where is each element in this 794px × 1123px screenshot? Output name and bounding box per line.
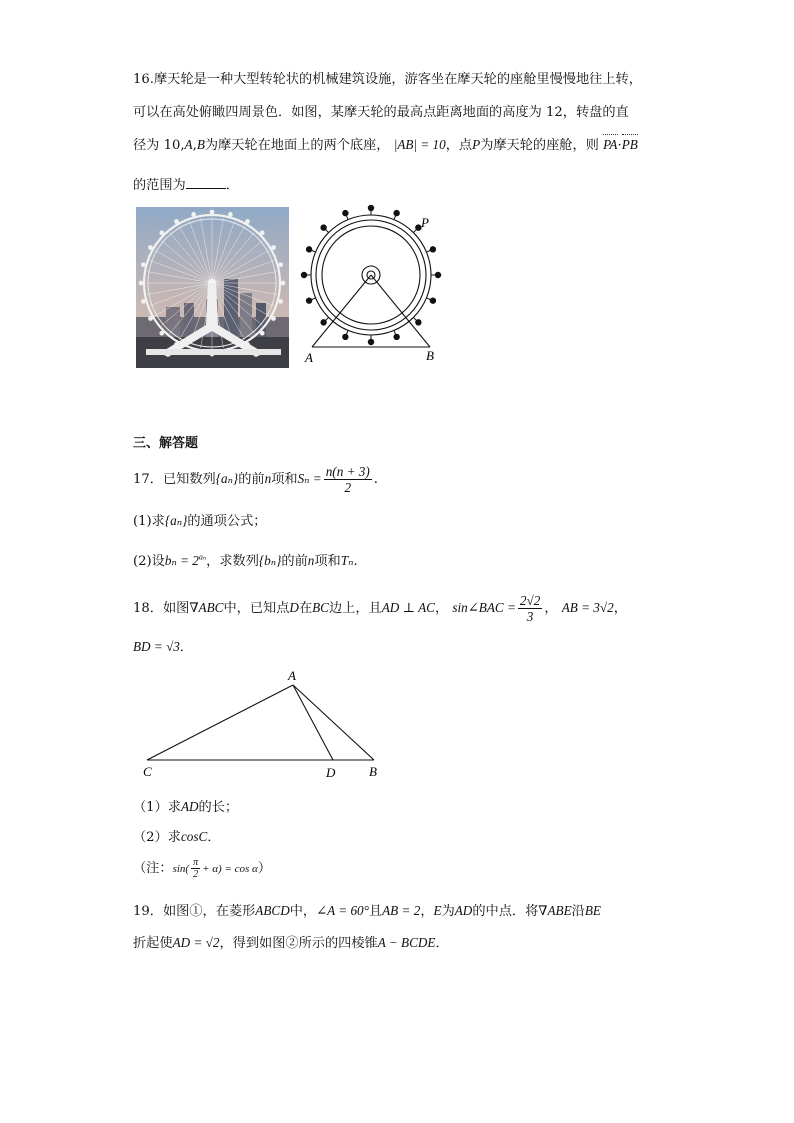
photo-cabin <box>174 219 179 224</box>
q17-sequence-b: {bₙ} <box>258 553 282 568</box>
q19-text: ， <box>420 904 434 919</box>
q17-text: (2)设 <box>133 554 165 569</box>
q16-ferris-wheel-diagram <box>296 205 446 365</box>
q18-var-d: D <box>289 600 299 615</box>
q17-text: 的前 <box>238 472 265 487</box>
q17-var-n: n <box>307 553 315 568</box>
q17-sum-t: Tₙ <box>340 553 354 568</box>
photo-cabin <box>260 230 265 235</box>
cabin <box>306 246 312 252</box>
q16-var-p: P <box>472 137 481 152</box>
q16-text: 的范围为 <box>133 178 186 193</box>
q18-text: 18．如图 <box>133 601 190 616</box>
q19-var-e: E <box>433 903 442 918</box>
photo-cabin <box>260 331 265 336</box>
cabin <box>368 205 374 211</box>
q17-text: . <box>373 472 378 487</box>
q18-text: （2）求 <box>133 830 181 845</box>
q19-pyramid: A − BCDE <box>377 935 436 950</box>
q19-line-1 <box>133 900 601 919</box>
q18-text: 的长； <box>198 800 239 815</box>
photo-cabin <box>159 230 164 235</box>
q19-triangle-abe: ∇ABE <box>538 903 572 918</box>
q18-part-2 <box>133 826 221 845</box>
q19-ad-length: AD = √2 <box>172 935 220 950</box>
q18-ab-length: AB = 3√2 <box>561 600 614 615</box>
q16-var-a: A <box>184 137 193 152</box>
q19-line-2 <box>133 932 449 951</box>
label-d: D <box>326 765 336 780</box>
q16-text: 为摩天轮的座舱，则 <box>480 138 599 153</box>
q16-text: 为摩天轮在地面上的两个底座， <box>204 138 390 153</box>
q16-answer-blank[interactable] <box>186 176 226 189</box>
cabin <box>320 224 326 230</box>
cabin <box>393 334 399 340</box>
q16-text: ，点 <box>445 138 473 153</box>
q17-sequence-a: {aₙ} <box>164 513 188 528</box>
q18-text: ． <box>179 640 194 655</box>
photo-cabin <box>210 210 215 215</box>
photo-cabin <box>278 299 283 304</box>
q18-note <box>133 857 271 880</box>
photo-cabin <box>281 281 286 286</box>
q18-sin-fraction <box>518 593 542 624</box>
q17-b-formula: bₙ = 2 <box>164 553 199 568</box>
q18-note-denominator: 2 <box>193 869 199 880</box>
cabin <box>430 246 436 252</box>
ferris-wheel-photo-drawing <box>136 207 289 368</box>
q19-text: 中， <box>289 904 317 919</box>
q17-text: 的通项公式； <box>187 514 267 529</box>
support-left-leg <box>312 275 371 347</box>
q18-text: ， <box>544 601 558 616</box>
q16-var-b: B <box>196 137 205 152</box>
photo-cabin <box>148 316 153 321</box>
q18-note-identity: + α) = cos α <box>202 863 258 875</box>
q19-segment-be: BE <box>584 903 601 918</box>
photo-cabin <box>271 245 276 250</box>
q19-text: 且 <box>368 904 383 919</box>
q18-text: 在 <box>298 601 313 616</box>
cabin <box>301 272 307 278</box>
section-title: 三、解答题 <box>133 436 199 451</box>
q17-denominator: 2 <box>344 480 352 495</box>
photo-cabin <box>148 245 153 250</box>
photo-cabin <box>271 316 276 321</box>
q17-text: ，求数列 <box>206 554 259 569</box>
q18-text: 中，已知点 <box>223 601 290 616</box>
q17-text: (1)求 <box>133 514 165 529</box>
q17-line-1 <box>133 464 378 495</box>
cabin <box>368 339 374 345</box>
q19-text: 19．如图①，在菱形 <box>133 904 256 919</box>
cabin <box>393 210 399 216</box>
q17-text: . <box>353 554 358 569</box>
q18-part-1 <box>133 796 238 815</box>
q18-text: ． <box>207 830 221 845</box>
q18-text: ， <box>434 601 449 616</box>
label-c: C <box>143 764 152 779</box>
q16-dot-operator: · <box>617 138 622 153</box>
q17-exponent: aₙ <box>198 552 207 562</box>
q19-text: 沿 <box>571 904 585 919</box>
label-b: B <box>426 348 434 363</box>
q17-text: 的前 <box>281 554 308 569</box>
q18-text: ） <box>257 861 271 876</box>
q19-angle-a: ∠A = 60° <box>316 903 369 918</box>
q19-rhombus: ABCD <box>255 903 290 918</box>
q19-text: ． <box>435 936 449 951</box>
q18-segment-ad: AD <box>180 799 199 814</box>
cabin <box>342 210 348 216</box>
q16-line-3 <box>133 134 638 153</box>
q16-vector-pb: PB <box>621 137 638 152</box>
q18-note-numerator: π <box>193 857 199 868</box>
q17-sequence-a: {aₙ} <box>215 471 239 486</box>
cabin <box>435 272 441 278</box>
q18-bd-length: BD = √3 <box>133 639 180 654</box>
q16-line-2: 可以在高处俯瞰四周景色．如图，某摩天轮的最高点距离地面的高度为 12，转盘的直 <box>133 105 629 120</box>
q19-text: 的中点．将 <box>472 904 539 919</box>
segment-ad <box>293 685 333 760</box>
q18-triangle-abc: ∇ABC <box>189 600 224 615</box>
q18-segment-bc: BC <box>312 600 329 615</box>
cabin <box>306 297 312 303</box>
q19-segment-ad: AD <box>454 903 473 918</box>
q17-sum-s: Sₙ = <box>297 471 322 486</box>
label-a: A <box>288 668 296 683</box>
q18-cos-c: cosC <box>180 829 208 844</box>
q17-part-2 <box>133 550 358 569</box>
q18-perpendicular: AD ⊥ AC <box>381 600 435 615</box>
label-b: B <box>369 764 377 779</box>
q16-abs-ab: |AB| = 10 <box>393 137 446 152</box>
q18-triangle-diagram <box>138 664 388 782</box>
photo-cabin <box>191 212 196 217</box>
q18-denominator: 3 <box>526 609 534 624</box>
q17-text: 项和 <box>314 554 341 569</box>
label-p: P <box>421 215 429 230</box>
q16-line-1: 16.摩天轮是一种大型转轮状的机械建筑设施，游客坐在摩天轮的座舱里慢慢地往上转， <box>133 72 642 87</box>
q18-note-fraction <box>191 857 200 880</box>
cabin <box>342 334 348 340</box>
q16-text: ． <box>225 178 239 193</box>
q18-text: （1）求 <box>133 800 181 815</box>
q18-text: 边上，且 <box>328 601 382 616</box>
photo-cabin <box>139 281 144 286</box>
support-right-leg <box>371 275 430 347</box>
q19-text: ，得到如图②所示的四棱锥 <box>219 936 378 951</box>
cabin <box>430 297 436 303</box>
segment-ab <box>293 685 374 760</box>
q16-text: 径为 10, <box>133 138 185 153</box>
q17-text: 17．已知数列 <box>133 472 216 487</box>
q18-numerator: 2√2 <box>519 593 541 608</box>
q17-numerator: n(n + 3) <box>325 464 370 479</box>
q17-fraction <box>324 464 372 495</box>
q18-sin-bac: sin∠BAC = <box>452 600 516 615</box>
photo-cabin <box>141 299 146 304</box>
photo-cabin <box>141 262 146 267</box>
q16-line-4 <box>133 174 239 193</box>
photo-cabin <box>228 212 233 217</box>
q16-text: , <box>192 138 197 153</box>
segment-ca <box>147 685 293 760</box>
label-a: A <box>305 350 313 365</box>
q17-part-1 <box>133 510 267 529</box>
photo-cabin <box>278 262 283 267</box>
q17-var-n: n <box>264 471 272 486</box>
q17-text: 项和 <box>271 472 298 487</box>
q19-text: 为 <box>441 904 455 919</box>
q18-note-sin: sin( <box>172 863 190 875</box>
q18-line-1 <box>133 593 627 624</box>
photo-cabin <box>159 331 164 336</box>
q18-line-2 <box>133 636 193 655</box>
q19-text: 折起使 <box>133 936 173 951</box>
photo-cabin <box>245 219 250 224</box>
q18-text: （注： <box>133 861 173 876</box>
q19-ab-length: AB = 2 <box>382 903 421 918</box>
q16-vector-pa: PA <box>603 137 618 152</box>
q18-text: ， <box>613 601 627 616</box>
cabin <box>320 319 326 325</box>
ferris-wheel-photo <box>136 207 289 368</box>
cabin <box>415 319 421 325</box>
